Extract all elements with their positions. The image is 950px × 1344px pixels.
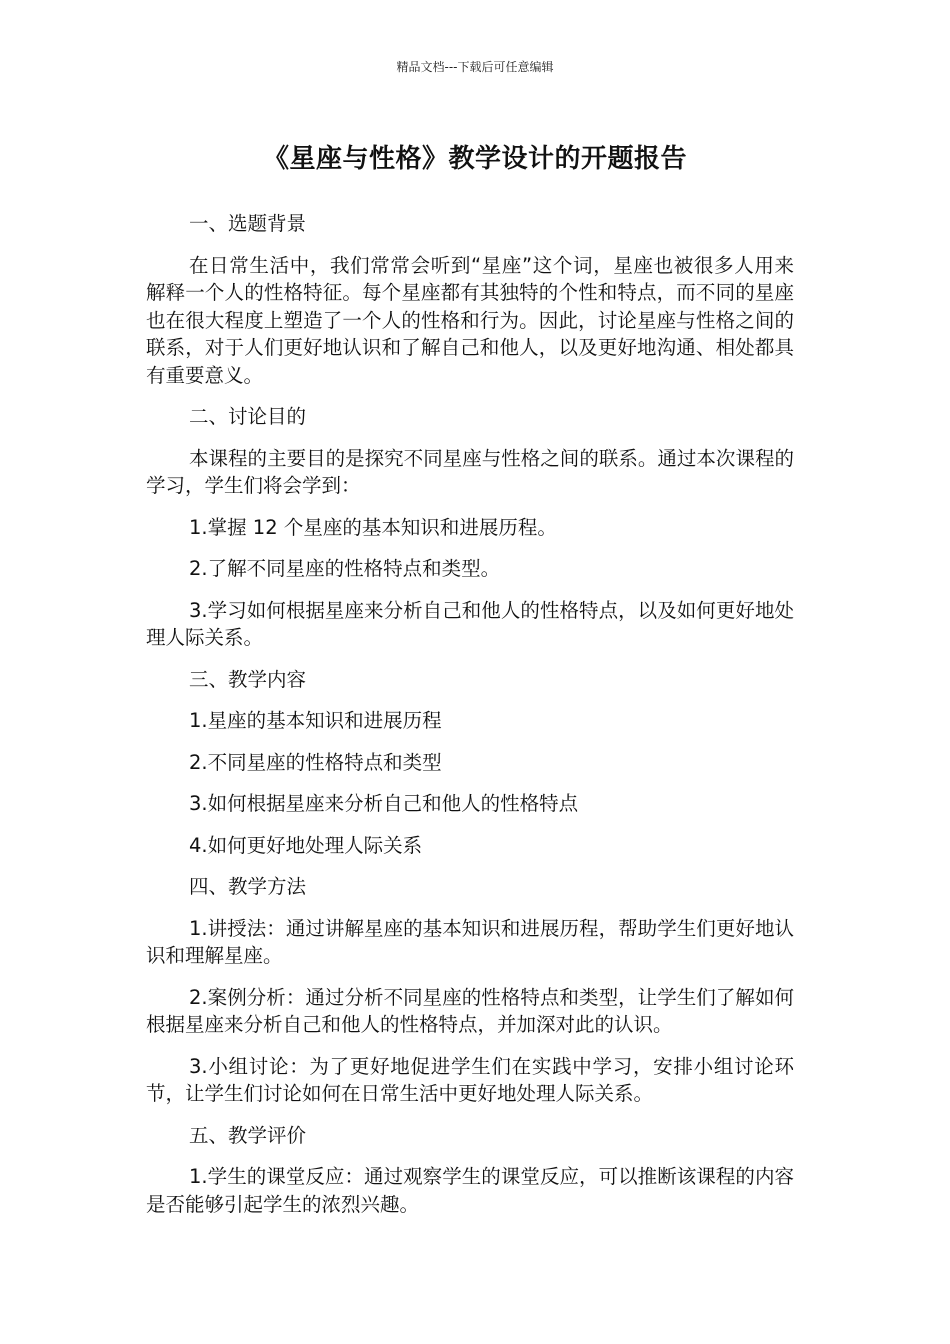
list-item: 1.学生的课堂反应：通过观察学生的课堂反应，可以推断该课程的内容是否能够引起学生的浓烈兴趣。 bbox=[146, 1165, 794, 1216]
section-heading-methods: 四、教学方法 bbox=[189, 875, 307, 898]
header-note: 精品文档---下载后可任意编辑 bbox=[396, 60, 554, 74]
paragraph-background: 在日常生活中，我们常常会听到“星座”这个词，星座也被很多人用来解释一个人的性格特征。每个星座都有其独特的个性和特点，而不同的星座也在很大程度上塑造了一个人的性格和行为。因此，讨论星座与性格之间的联系，对于人们更好地认识和了解自己和他人，以及更好地沟通、相处都具有重要意义。 bbox=[146, 253, 794, 387]
list-item: 2.案例分析：通过分析不同星座的性格特点和类型，让学生们了解如何根据星座来分析自己和他人的性格特点，并加深对此的认识。 bbox=[146, 985, 794, 1036]
list-item: 3.小组讨论：为了更好地促进学生们在实践中学习，安排小组讨论环节，让学生们讨论如何在日常生活中更好地处理人际关系。 bbox=[146, 1054, 794, 1105]
list-item: 1.星座的基本知识和进展历程 bbox=[189, 709, 442, 732]
section-heading-purpose: 二、讨论目的 bbox=[189, 405, 307, 428]
section-heading-background: 一、选题背景 bbox=[189, 212, 307, 235]
list-item: 1.掌握 12 个星座的基本知识和进展历程。 bbox=[189, 515, 557, 539]
list-item: 4.如何更好地处理人际关系 bbox=[189, 833, 423, 857]
list-item: 3.如何根据星座来分析自己和他人的性格特点 bbox=[189, 792, 579, 815]
paragraph-purpose: 本课程的主要目的是探究不同星座与性格之间的联系。通过本次课程的学习，学生们将会学到： bbox=[146, 446, 794, 497]
section-heading-evaluation: 五、教学评价 bbox=[189, 1123, 307, 1147]
document-body bbox=[146, 210, 794, 1232]
list-item: 2.不同星座的性格特点和类型 bbox=[189, 750, 442, 774]
section-heading-content: 三、教学内容 bbox=[189, 667, 307, 691]
list-item: 2.了解不同星座的性格特点和类型。 bbox=[189, 557, 501, 580]
list-item: 1.讲授法：通过讲解星座的基本知识和进展历程，帮助学生们更好地认识和理解星座。 bbox=[146, 916, 794, 967]
document-title: 《星座与性格》教学设计的开题报告 bbox=[262, 144, 687, 174]
list-item: 3.学习如何根据星座来分析自己和他人的性格特点，以及如何更好地处理人际关系。 bbox=[146, 598, 794, 649]
